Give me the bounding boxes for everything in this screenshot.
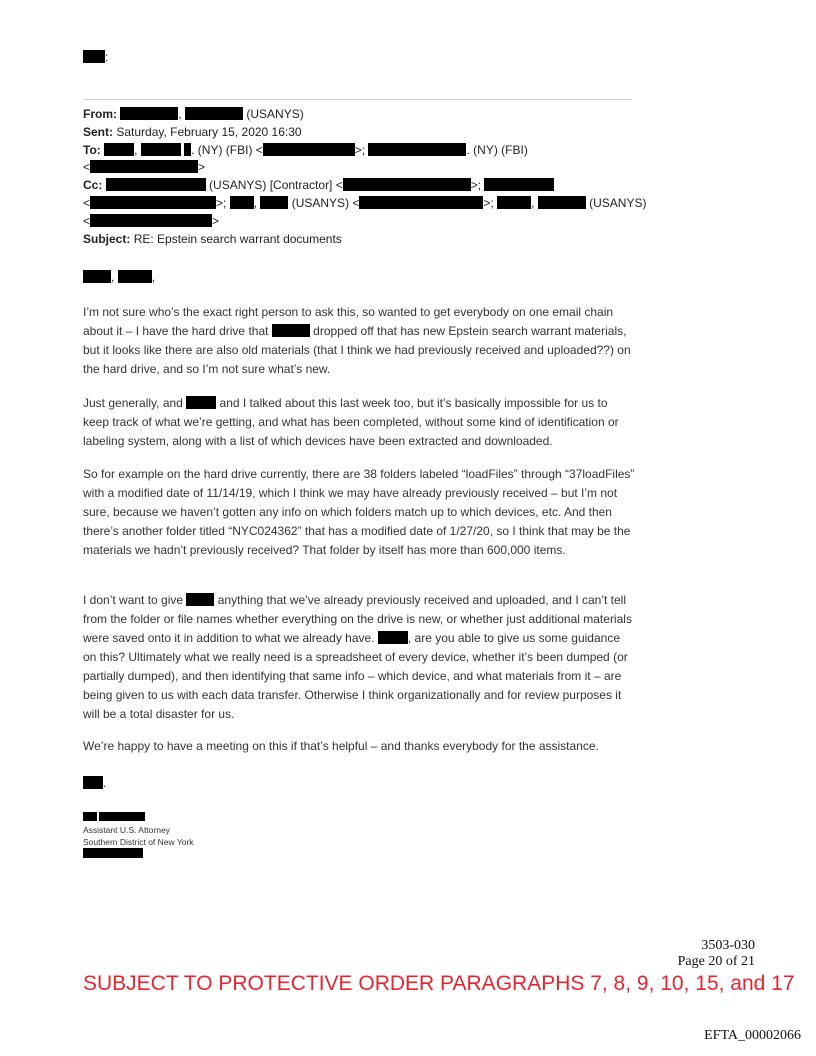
from-label: From: — [83, 107, 117, 121]
cc-value-7: (USANYS) — [589, 196, 647, 210]
redaction — [186, 396, 216, 409]
salutation-end: , — [151, 270, 156, 284]
redaction — [185, 107, 243, 120]
page-info: Page 20 of 21 — [677, 954, 755, 969]
greeting-text: : — [105, 50, 109, 64]
redaction — [83, 812, 97, 821]
paragraph-5-text: We’re happy to have a meeting on this if that’s helpful – and thanks everybody for the assistance. — [83, 739, 599, 753]
redaction — [484, 178, 554, 191]
from-line: From: , (USANYS) — [83, 107, 304, 121]
paragraph-1 — [83, 303, 635, 379]
redaction — [83, 848, 143, 858]
redaction — [230, 196, 254, 209]
redaction — [260, 196, 288, 209]
paragraph-4-text-a: I don’t want to give — [83, 593, 184, 607]
paragraph-4 — [83, 591, 635, 724]
redaction — [497, 196, 531, 209]
to-line: To: , . (NY) (FBI) < >; . (NY) (FBI) — [83, 143, 528, 157]
salutation-sep: , — [111, 270, 115, 284]
paragraph-1-text-b: dropped off that has new Epstein search warrant materials, but it looks like there are also old materials (that I think we had previously received and uploaded??) on the hard drive, and so I’m not sure what’s new. — [83, 324, 631, 376]
top-greeting — [83, 50, 108, 64]
cc-label: Cc: — [83, 178, 103, 192]
sent-line — [83, 125, 302, 139]
document-number: 3503-030 — [701, 938, 755, 953]
cc-value-8: < — [83, 214, 91, 228]
paragraph-2 — [83, 394, 635, 451]
redaction — [368, 143, 466, 156]
from-value: (USANYS) — [246, 107, 304, 121]
protective-order-notice: SUBJECT TO PROTECTIVE ORDER PARAGRAPHS 7, 8, 9, 10, 15, and 17 — [83, 972, 795, 995]
cc-value-1: (USANYS) [Contractor] < — [209, 178, 343, 192]
signature-name — [83, 812, 194, 824]
redaction — [83, 776, 103, 789]
cc-line — [83, 178, 554, 192]
paragraph-5 — [83, 737, 635, 756]
paragraph-2-text-a: Just generally, and — [83, 396, 183, 410]
to-value-1: . (NY) (FBI) < — [191, 143, 263, 157]
to-value-5: > — [198, 160, 206, 174]
header-divider — [83, 99, 632, 100]
signature-block — [83, 812, 194, 860]
cc-value-4: >; — [216, 196, 227, 210]
signature-office: Southern District of New York — [83, 837, 194, 847]
cc-line-cont-2 — [83, 214, 219, 228]
signoff-text: . — [103, 776, 107, 790]
paragraph-2-text-b: and I talked about this last week too, but it’s basically impossible for us to keep track of what we’re getting, and what has been completed, without some kind of identification or labeling system, along with a list of which devices have been extracted and downloaded. — [83, 396, 619, 448]
to-value-2: >; — [354, 143, 366, 157]
paragraph-3-text: So for example on the hard drive currently, there are 38 folders labeled “loadFiles” through “37loadFiles” with a modified date of 11/14/19, which I think we may have already previously received – but I’m not sure, because we haven’t gotten any info on which folders match up to which devices, etc. And then there’s another folder titled “NYC024362” that has a modified date of 1/27/20, so I think that may be the materials we hadn’t previously received? That folder by itself has more than 600,000 items. — [83, 467, 635, 557]
redaction — [120, 107, 178, 120]
to-value-4: < — [83, 160, 91, 174]
redaction — [141, 143, 181, 156]
cc-value-2: >; — [470, 178, 482, 192]
sent-value: Saturday, February 15, 2020 16:30 — [116, 125, 302, 139]
redaction — [378, 631, 408, 644]
signoff — [83, 776, 106, 790]
to-line-cont — [83, 160, 205, 174]
signature-phone — [83, 848, 194, 860]
subject-value: RE: Epstein search warrant documents — [133, 232, 342, 246]
bates-number: EFTA_00002066 — [704, 1028, 801, 1043]
salutation — [83, 270, 155, 284]
to-label: To: — [83, 143, 101, 157]
redaction — [538, 196, 586, 209]
paragraph-1-text-a: I’m not sure who’s the exact right person to ask this, so wanted to get everybody on one email chain about it – I have the hard drive that — [83, 305, 614, 338]
redaction — [186, 593, 214, 606]
subject-line — [83, 232, 342, 246]
signature-title: Assistant U.S. Attorney — [83, 825, 170, 835]
redaction — [263, 143, 355, 156]
cc-line-cont-1: < >; , (USANYS) < >; , (USANYS) — [83, 196, 647, 210]
redaction — [83, 50, 105, 63]
subject-label: Subject: — [83, 232, 131, 246]
redaction — [90, 214, 212, 227]
redaction — [106, 178, 206, 191]
redaction — [99, 812, 145, 821]
cc-value-5: (USANYS) < — [291, 196, 360, 210]
redaction — [118, 270, 152, 283]
sent-label: Sent: — [83, 125, 113, 139]
redaction — [90, 196, 216, 209]
cc-value-6: >; — [483, 196, 494, 210]
to-value-3: . (NY) (FBI) — [466, 143, 528, 157]
redaction — [343, 178, 471, 191]
redaction — [272, 324, 310, 337]
redaction — [359, 196, 483, 209]
cc-value-9: > — [212, 214, 220, 228]
cc-value-3: < — [83, 196, 91, 210]
paragraph-4-text-c: , are you able to give us some guidance on this? Ultimately what we really need is a spreadsheet of every device, whether it’s been dumped (or partially dumped), and then identifying that same info – which device, and what materials from it – are being given to us with each data transfer. Otherwise I think organizationally and for review purposes it will be a total disaster for us. — [83, 631, 628, 721]
redaction — [83, 270, 111, 283]
paragraph-4-text-b: anything that we’ve already previously received and uploaded, and I can’t tell from the folder or file names whether everything on the drive is new, or whether just additional materials were saved onto it in addition to what we already have. — [83, 593, 632, 645]
paragraph-3 — [83, 465, 635, 560]
redaction — [90, 160, 198, 173]
redaction — [104, 143, 134, 156]
